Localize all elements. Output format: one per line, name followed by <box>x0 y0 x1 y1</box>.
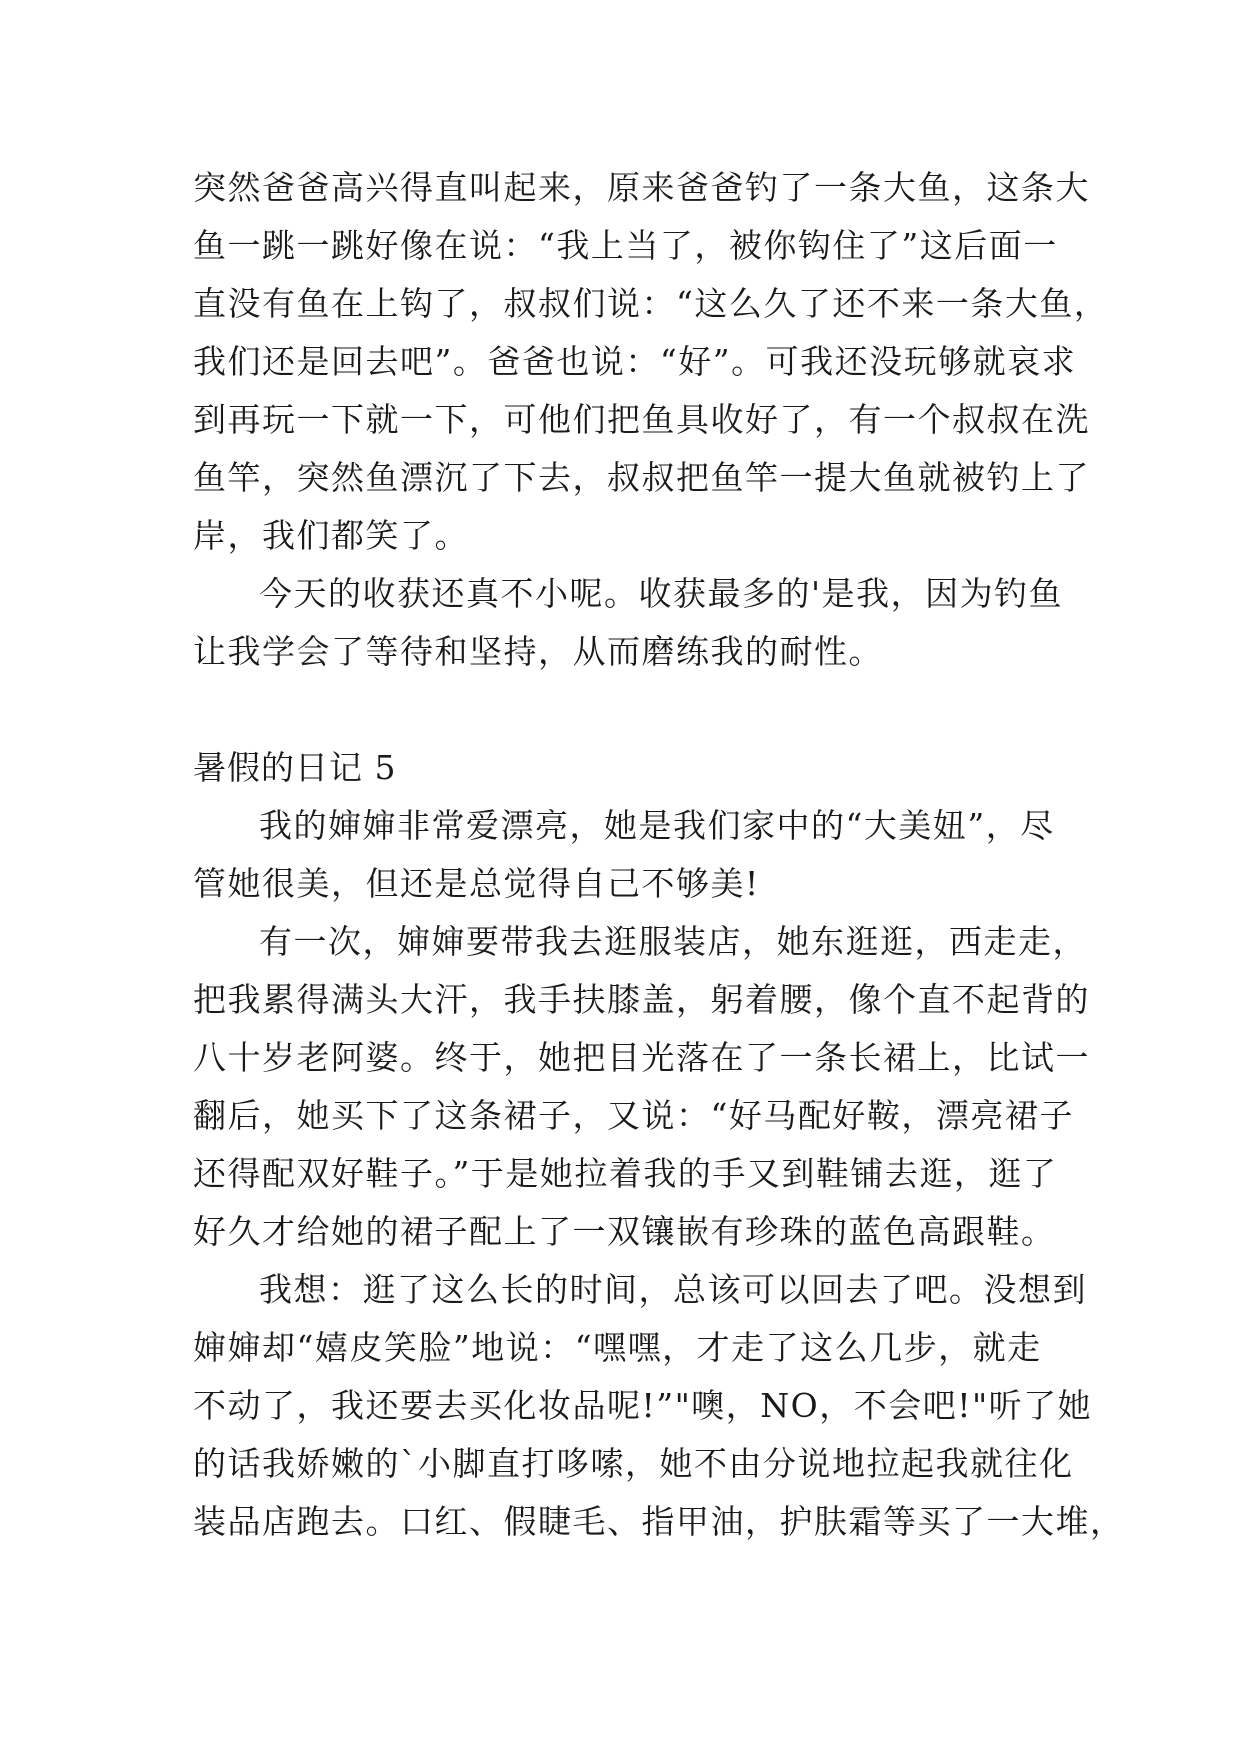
paragraph-first-line: 我的婶婶非常爱漂亮，她是我们家中的“大美妞”，尽 <box>259 806 1055 845</box>
section-heading: 暑假的日记 5 <box>193 748 397 787</box>
paragraph-first-line: 我想：逛了这么长的时间，总该可以回去了吧。没想到 <box>259 1270 1087 1309</box>
text-line: 的话我娇嫩的`小脚直打哆嗦，她不由分说地拉起我就往化 <box>193 1444 1074 1483</box>
text-line: 装品店跑去。口红、假睫毛、指甲油，护肤霜等买了一大堆， <box>193 1502 1125 1541</box>
text-line: 好久才给她的裙子配上了一双镶嵌有珍珠的蓝色高跟鞋。 <box>193 1212 1056 1251</box>
text-line: 还得配双好鞋子。”于是她拉着我的手又到鞋铺去逛，逛了 <box>193 1154 1058 1193</box>
text-line: 让我学会了等待和坚持，从而磨练我的耐性。 <box>193 632 883 671</box>
text-line: 管她很美，但还是总觉得自己不够美! <box>193 864 760 903</box>
text-line: 鱼竿，突然鱼漂沉了下去，叔叔把鱼竿一提大鱼就被钓上了 <box>193 458 1090 497</box>
text-line: 鱼一跳一跳好像在说：“我上当了，被你钩住了”这后面一 <box>193 226 1058 265</box>
text-line: 我们还是回去吧”。爸爸也说：“好”。可我还没玩够就哀求 <box>193 342 1077 381</box>
text-line: 把我累得满头大汗，我手扶膝盖，躬着腰，像个直不起背的 <box>193 980 1090 1019</box>
text-line: 到再玩一下就一下，可他们把鱼具收好了，有一个叔叔在洗 <box>193 400 1090 439</box>
text-line: 突然爸爸高兴得直叫起来，原来爸爸钓了一条大鱼，这条大 <box>193 168 1090 207</box>
text-line: 不动了，我还要去买化妆品呢!”"噢，NO，不会吧!"听了她 <box>193 1386 1093 1425</box>
paragraph-first-line: 今天的收获还真不小呢。收获最多的'是我，因为钓鱼 <box>259 574 1064 613</box>
text-line: 翻后，她买下了这条裙子，又说：“好马配好鞍，漂亮裙子 <box>193 1096 1074 1135</box>
text-line: 婶婶却“嬉皮笑脸”地说：“嘿嘿，才走了这么几步，就走 <box>193 1328 1042 1367</box>
text-line: 直没有鱼在上钩了，叔叔们说：“这么久了还不来一条大鱼， <box>193 284 1109 323</box>
text-line: 八十岁老阿婆。终于，她把目光落在了一条长裙上，比试一 <box>193 1038 1090 1077</box>
paragraph-first-line: 有一次，婶婶要带我去逛服装店，她东逛逛，西走走， <box>259 922 1087 961</box>
text-line: 岸，我们都笑了。 <box>193 516 469 555</box>
